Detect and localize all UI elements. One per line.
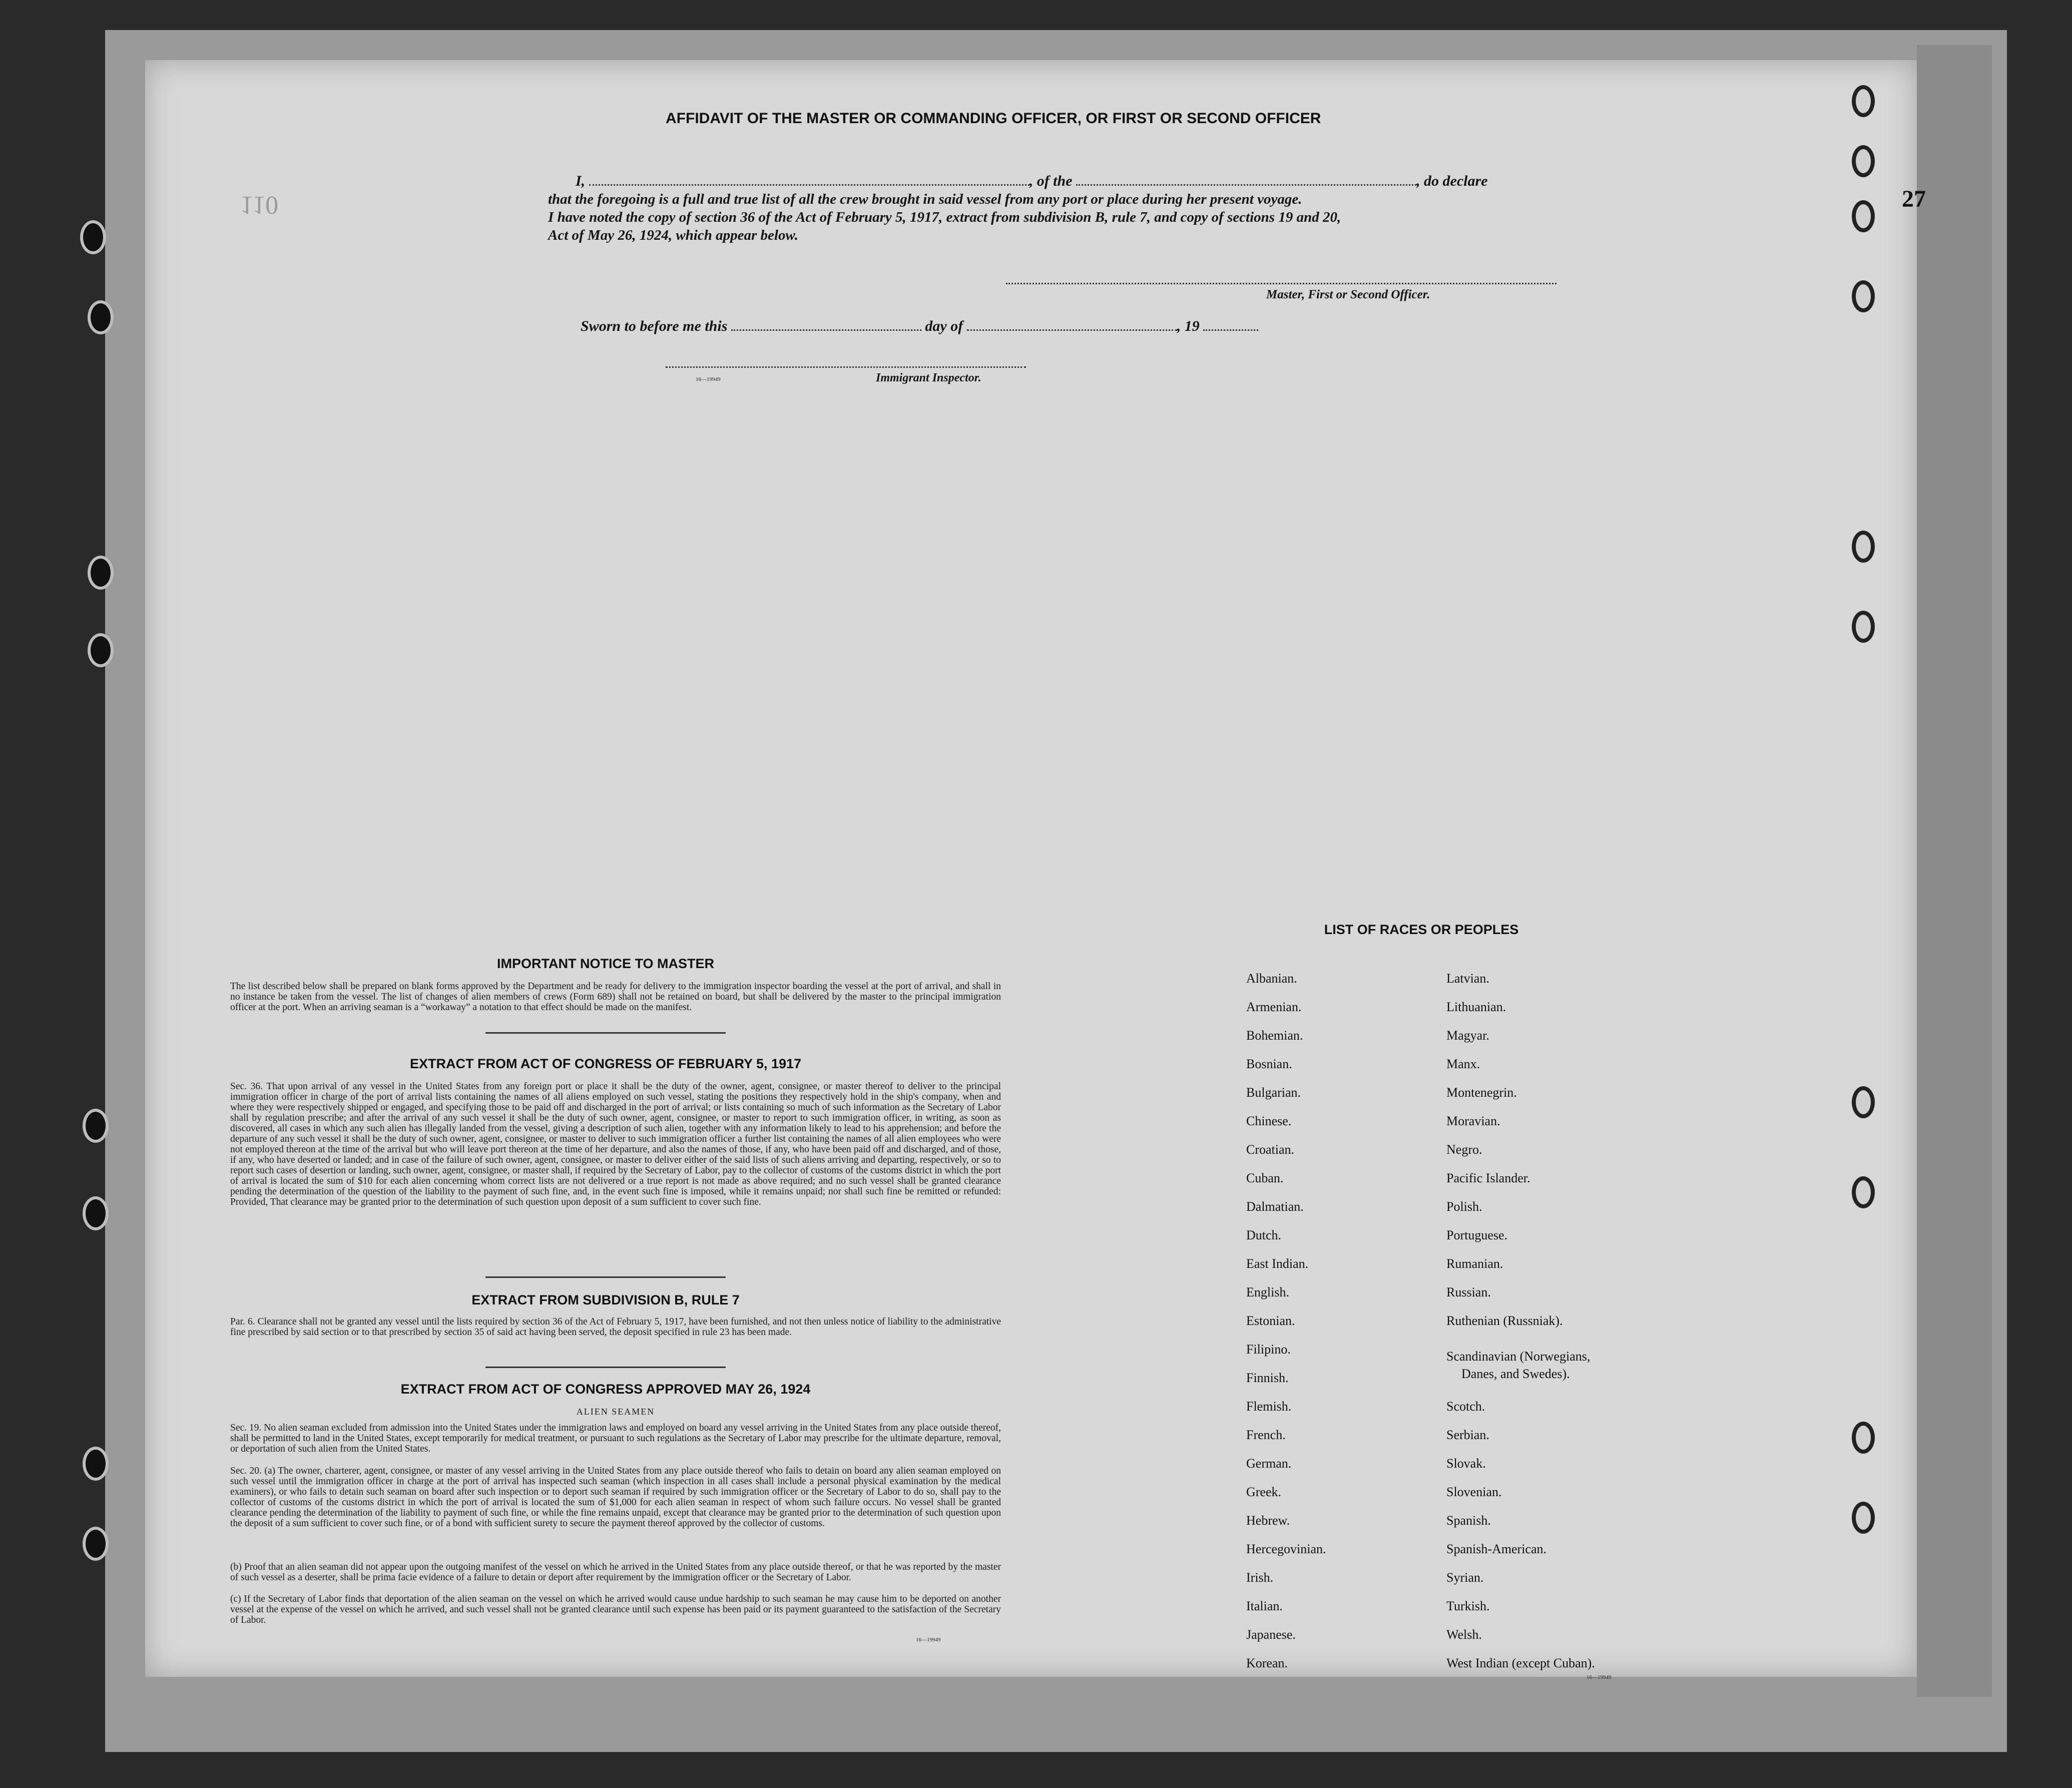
- race-item: Greek.: [1246, 1485, 1282, 1499]
- form-number: 16—19949: [696, 376, 721, 382]
- margin-number: 27: [1902, 186, 1926, 212]
- race-item: Dalmatian.: [1246, 1199, 1304, 1214]
- race-item: Flemish.: [1246, 1399, 1292, 1414]
- affidavit-line-2: that the foregoing is a full and true list of all the crew brought in said vessel from any port or place during her present voyage.: [548, 191, 1302, 207]
- binder-hole: [1852, 145, 1875, 177]
- race-item: Hercegovinian.: [1246, 1542, 1326, 1556]
- sworn-year-blank[interactable]: [1203, 327, 1258, 331]
- race-item: Bohemian.: [1246, 1028, 1303, 1043]
- vessel-blank[interactable]: [1076, 182, 1416, 186]
- race-item: Montenegrin.: [1446, 1085, 1517, 1100]
- affidavit-declare: , do declare: [1416, 173, 1488, 189]
- race-item: Serbian.: [1446, 1428, 1489, 1442]
- extract-rule7-text: Par. 6. Clearance shall not be granted any vessel until the lists required by section 36 of the Act of February 5, 1917, have been furnished, and not then unless notice of liability to the administrative fine prescribed by said section or to that prescribed by section 35 of said act having been served, the deposit specified in rule 23 has been made.: [230, 1316, 1001, 1337]
- race-item: Polish.: [1446, 1199, 1482, 1214]
- form-number: 16—19949: [916, 1637, 941, 1643]
- race-item: Bulgarian.: [1246, 1085, 1301, 1100]
- binder-hole: [1852, 531, 1875, 563]
- race-item: German.: [1246, 1456, 1292, 1471]
- race-item: Syrian.: [1446, 1570, 1484, 1585]
- sheet-edge: [1917, 45, 1992, 1697]
- races-heading: LIST OF RACES OR PEOPLES: [1324, 922, 1519, 937]
- extract-1924-heading: EXTRACT FROM ACT OF CONGRESS APPROVED MAY 26, 1924: [400, 1382, 811, 1397]
- extract-1924-sec19: Sec. 19. No alien seaman excluded from admission into the United States under the immigration laws and employed on board any vessel arriving in the United States from any place outside thereof, shall be permitted to land in the United States, except temporarily for medical treatment, or pursuant to such regulations as the Secretary of Labor may prescribe for the ultimate departure, removal, or deportation of such alien from the United States.: [230, 1423, 1001, 1454]
- race-item: French.: [1246, 1428, 1286, 1442]
- sworn-text: Sworn to before me this: [581, 318, 728, 334]
- race-item: Cuban.: [1246, 1171, 1284, 1185]
- race-item: Finnish.: [1246, 1371, 1289, 1385]
- race-item: Irish.: [1246, 1570, 1274, 1585]
- race-item: Japanese.: [1246, 1627, 1296, 1642]
- affidavit-of-the: , of the: [1029, 173, 1073, 189]
- binder-hole: [88, 300, 114, 334]
- inspector-caption: Immigrant Inspector.: [876, 371, 981, 384]
- name-blank[interactable]: [589, 182, 1029, 186]
- race-item: Magyar.: [1446, 1028, 1489, 1043]
- notice-heading: IMPORTANT NOTICE TO MASTER: [497, 956, 714, 971]
- race-item: Korean.: [1246, 1656, 1288, 1670]
- binder-hole: [1852, 1502, 1875, 1534]
- race-item: Croatian.: [1246, 1142, 1295, 1157]
- race-item: English.: [1246, 1285, 1289, 1299]
- affidavit-line-1: [576, 173, 1487, 190]
- race-item: Moravian.: [1446, 1114, 1500, 1128]
- race-item: Slovak.: [1446, 1456, 1486, 1471]
- race-item: Spanish.: [1446, 1513, 1491, 1528]
- binder-hole: [88, 556, 114, 590]
- binder-hole: [1852, 1422, 1875, 1454]
- race-item: Russian.: [1446, 1285, 1491, 1299]
- race-item: Spanish-American.: [1446, 1542, 1547, 1556]
- binder-hole: [1852, 1086, 1875, 1118]
- binder-hole: [80, 220, 106, 254]
- binder-hole: [83, 1109, 109, 1143]
- race-item: Estonian.: [1246, 1313, 1295, 1328]
- extract-rule7-heading: EXTRACT FROM SUBDIVISION B, RULE 7: [471, 1292, 740, 1307]
- race-item: Filipino.: [1246, 1342, 1291, 1357]
- signature-caption: Master, First or Second Officer.: [1266, 288, 1430, 301]
- binder-hole: [1852, 280, 1875, 312]
- race-item: Scotch.: [1446, 1399, 1485, 1414]
- race-item: Chinese.: [1246, 1114, 1292, 1128]
- extract-1924-sec20b: (b) Proof that an alien seaman did not appear upon the outgoing manifest of the vessel on which he arrived in the United States from any place outside thereof, or that he was reported by the master of such vessel as a deserter, shall be prima facie evidence of a failure to detain or deport after requirement by the immigration officer or the Secretary of Labor.: [230, 1562, 1001, 1583]
- notice-text: The list described below shall be prepared on blank forms approved by the Department and be ready for delivery to the immigration inspector boarding the vessel at the port of arrival, and shall in no instance be taken from the vessel. The list of changes of alien members of crews (Form 689) shall not be retained on board, but shall be delivered by the master to the principal immigration officer at the port. When an arriving seaman is a “workaway” a notation to that effect should be made on the manifest.: [230, 981, 1001, 1013]
- sworn-day-of: day of: [925, 318, 963, 334]
- race-item: Latvian.: [1446, 971, 1489, 986]
- form-number: 16—19949: [1587, 1674, 1612, 1680]
- sworn-month-blank[interactable]: [967, 327, 1177, 331]
- race-item: Portuguese.: [1446, 1228, 1508, 1242]
- affidavit-i: I,: [576, 173, 586, 189]
- race-item: Turkish.: [1446, 1599, 1490, 1613]
- affidavit-line-3: I have noted the copy of section 36 of the Act of February 5, 1917, extract from subdivision B, rule 7, and copy of sections 19 and 20,: [548, 209, 1341, 225]
- extract-1917-text: Sec. 36. That upon arrival of any vessel in the United States from any foreign port or place it shall be the duty of the owner, agent, consignee, or master thereof to deliver to the principal immigration officer in charge of the port of arrival lists containing the names of all aliens employed on such vessel, stating the positions they respectively hold in the ship's company, when and where they were respectively shipped or engaged, and specifying those to be paid off and discharged in the port of arrival; or lists containing so much of such information as the Secretary of Labor shall by regulation prescribe; and after the arrival of any such vessel it shall be the duty of such owner, agent, consignee, or master to report to such immigration officer, in writing, as soon as discovered, all cases in which any such alien has illegally landed from the vessel, giving a description of such alien, together with any information likely to lead to his apprehension; and before the departure of any such vessel it shall be the duty of such owner, agent, consignee, or master to deliver to such immigration officer a further list containing the names of all alien employees who were not employed thereon at the time of the arrival but who will leave port thereon at the time of her departure, and also the names of those, if any, who have been paid off and discharged, and of those, if any, who have deserted or landed; and in case of the failure of such owner, agent, consignee, or master to deliver either of the said lists of such aliens arriving and departing, respectively, or so to report such cases of desertion or landing, such owner, agent, consignee, or master shall, if required by the Secretary of Labor, pay to the collector of customs of the customs district in which the port of arrival is located the sum of $10 for each alien concerning whom correct lists are not delivered or a true report is not made as above required; and no such vessel shall be granted clearance pending the determination of the question of the liability to the payment of such fine, and, in the event such fine is imposed, while it remains unpaid; nor shall such fine be remitted or refunded: Provided, That clearance may be granted prior to the determination of such question upon deposit of a sum sufficient to cover such fine.: [230, 1081, 1001, 1207]
- affidavit-heading: AFFIDAVIT OF THE MASTER OR COMMANDING OFFICER, OR FIRST OR SECOND OFFICER: [666, 110, 1321, 127]
- binder-hole: [88, 633, 114, 667]
- extract-1917-heading: EXTRACT FROM ACT OF CONGRESS OF FEBRUARY 5, 1917: [409, 1056, 802, 1071]
- binder-hole: [83, 1196, 109, 1230]
- race-item: Scandinavian (Norwegians,: [1446, 1349, 1591, 1364]
- race-item: Albanian.: [1246, 971, 1297, 986]
- binder-hole: [83, 1447, 109, 1481]
- sworn-day-blank[interactable]: [731, 327, 921, 331]
- binder-hole: [1852, 200, 1875, 232]
- manifest-page: [145, 60, 1926, 1680]
- race-item: Ruthenian (Russniak).: [1446, 1313, 1563, 1328]
- signature-line[interactable]: [1006, 283, 1557, 284]
- binder-hole: [1852, 85, 1875, 117]
- race-item: Negro.: [1446, 1142, 1482, 1157]
- extract-1924-subheading: ALIEN SEAMEN: [576, 1407, 655, 1417]
- section-divider: [485, 1367, 726, 1368]
- race-item: East Indian.: [1246, 1256, 1309, 1271]
- race-item: Rumanian.: [1446, 1256, 1503, 1271]
- race-item: Manx.: [1446, 1057, 1480, 1071]
- extract-1924-sec20a: Sec. 20. (a) The owner, charterer, agent, consignee, or master of any vessel arriving in the United States from any place outside thereof who fails to detain on board any alien seaman employed on such vessel until the immigration officer in charge at the port of arrival has inspected such seaman (which inspection in all cases shall include a personal physical examination by the medical examiners), or who fails to detain such seaman on board after such inspection or to deport such seaman if required by such immigration officer or the Secretary of Labor to do so, shall pay to the collector of customs of the customs district in which the port of arrival is located the sum of $1,000 for each alien seaman in respect of whom such failure occurs. No vessel shall be granted clearance pending the determination of the liability to payment of such fine, or while the fine remains unpaid, except that clearance may be granted prior to the determination of such question upon the deposit of a sum sufficient to cover such fine, or of a bond with sufficient surety to secure the payment thereof approved by the collector of customs.: [230, 1466, 1001, 1529]
- margin-numeral: 110: [240, 191, 279, 219]
- binder-hole: [83, 1527, 109, 1561]
- race-item: West Indian (except Cuban).: [1446, 1656, 1595, 1670]
- extract-1924-sec20c: (c) If the Secretary of Labor finds that deportation of the alien seaman on the vessel on which he arrived would cause undue hardship to such seaman he may cause him to be deported on another vessel at the expense of the vessel on which he arrived, and such vessel shall not be granted clearance until such expense has been paid or its payment guaranteed to the satisfaction of the Secretary of Labor.: [230, 1594, 1001, 1625]
- sworn-line: [581, 318, 1258, 335]
- race-item: Armenian.: [1246, 1000, 1302, 1014]
- race-item: Lithuanian.: [1446, 1000, 1506, 1014]
- binder-hole: [1852, 1176, 1875, 1208]
- race-item: Dutch.: [1246, 1228, 1282, 1242]
- race-item: Italian.: [1246, 1599, 1283, 1613]
- sworn-year: , 19: [1177, 318, 1200, 334]
- race-item: Danes, and Swedes).: [1461, 1367, 1570, 1381]
- section-divider: [485, 1032, 726, 1034]
- race-item: Welsh.: [1446, 1627, 1482, 1642]
- affidavit-line-4: Act of May 26, 1924, which appear below.: [548, 227, 798, 243]
- race-item: Slovenian.: [1446, 1485, 1502, 1499]
- race-item: Pacific Islander.: [1446, 1171, 1530, 1185]
- race-item: Bosnian.: [1246, 1057, 1292, 1071]
- inspector-signature-line[interactable]: [666, 366, 1026, 368]
- section-divider: [485, 1276, 726, 1278]
- binder-hole: [1852, 611, 1875, 643]
- race-item: Hebrew.: [1246, 1513, 1290, 1528]
